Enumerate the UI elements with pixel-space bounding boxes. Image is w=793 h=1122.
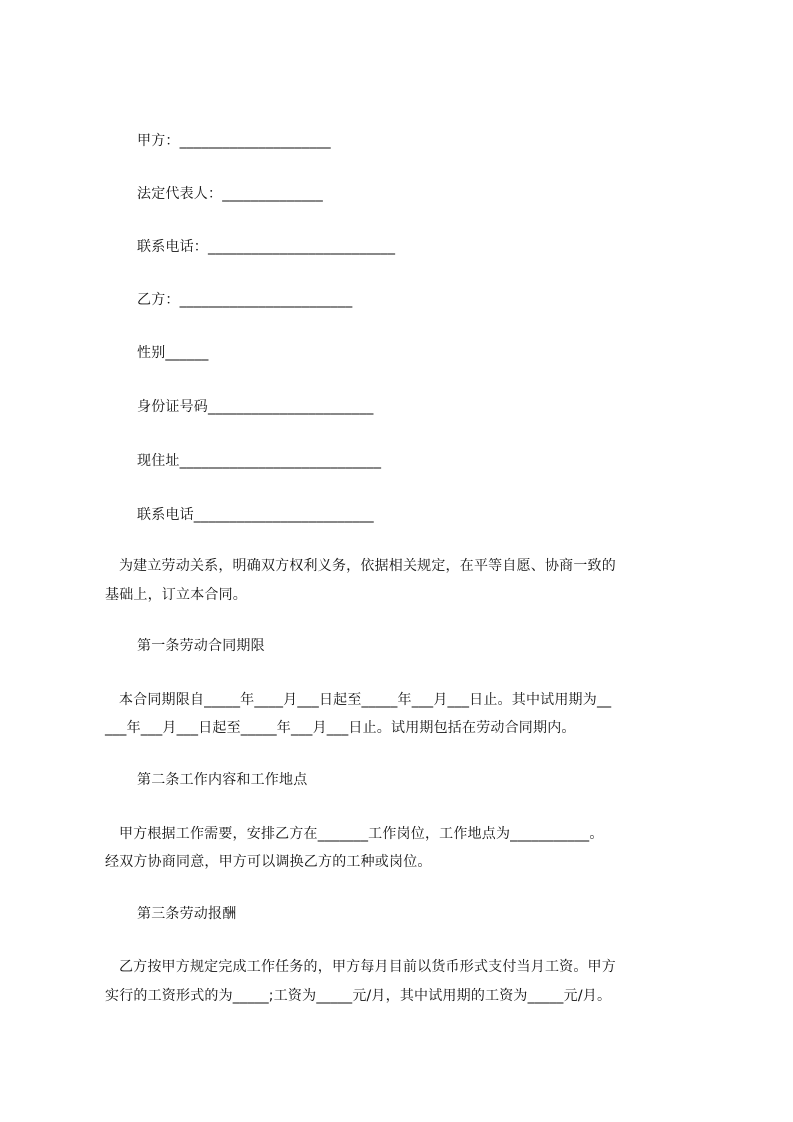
article-3-line-1: 乙方按甲方规定完成工作任务的，甲方每月目前以货币形式支付当月工资。甲方 [105,959,616,975]
party-b-phone-line: 联系电话_________________________ [137,507,374,523]
article-3-line-2: 实行的工资形式的为_____;工资为_____元/月，其中试用期的工资为_____元/月。 [105,988,612,1004]
article-1-line-2: ___年___月___日起至_____年___月___日止。试用期包括在劳动合同期内。 [105,720,576,736]
preamble-line-1: 为建立劳动关系，明确双方权利义务，依据相关规定，在平等自愿、协商一致的 [105,558,616,574]
preamble-line-2: 基础上，订立本合同。 [105,587,247,603]
party-b-id-number-line: 身份证号码_______________________ [137,399,374,415]
party-a-representative-line: 法定代表人：______________ [137,186,323,202]
party-a-phone-line: 联系电话：__________________________ [137,239,396,255]
article-1-heading: 第一条劳动合同期限 [137,638,265,654]
article-2-heading: 第二条工作内容和工作地点 [137,772,308,788]
party-b-name-line: 乙方：________________________ [137,292,353,308]
party-b-gender-line: 性别______ [137,345,209,361]
article-2-line-1: 甲方根据工作需要，安排乙方在_______工作岗位，工作地点为___________。 [105,826,604,842]
article-2-line-2: 经双方协商同意，甲方可以调换乙方的工种或岗位。 [105,854,432,870]
party-b-address-line: 现住址____________________________ [137,453,382,469]
article-3-heading: 第三条劳动报酬 [137,906,237,922]
article-1-line-1: 本合同期限自_____年____月___日起至_____年___月___日止。其中试用期为__ [105,692,612,708]
party-a-name-line: 甲方：_____________________ [137,133,331,149]
